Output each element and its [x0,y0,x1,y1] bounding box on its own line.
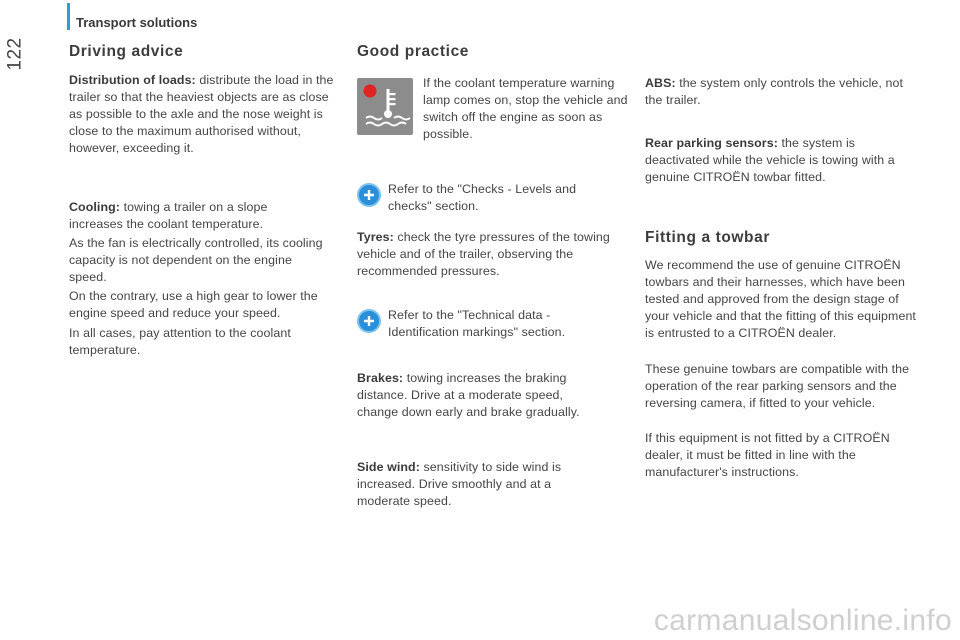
watermark: carmanualsonline.info [653,604,952,637]
cooling-text: towing a trailer on a slope increases the coolant temperature. [69,200,268,231]
distribution-term: Distribution of loads: [69,73,196,87]
attention-paragraph: In all cases, pay attention to the coolant temperature. [69,326,291,357]
parking-text: the system is deactivated while the vehicle is towing with a genuine CITROËN towbar fitted. [645,136,895,184]
page-number [0,28,32,80]
fan-paragraph: As the fan is electrically controlled, its cooling capacity is not dependent on the engine speed. [69,236,323,284]
abs-term: ABS: [645,76,676,90]
section-title: Transport solutions [76,15,198,30]
fitting-towbar-heading: Fitting a towbar [645,229,770,246]
sidewind-term: Side wind: [357,460,420,474]
coolant-temperature-warning-icon [357,78,413,135]
recommend-paragraph: We recommend the use of genuine CITROËN towbars and their harnesses, which have been tested and approved from the design stage of your vehicle and that the fitting of this equipment is entrusted to a CITROËN dealer. [645,258,916,340]
info-plus-icon [357,309,381,333]
section-accent-bar [67,3,70,30]
parking-term: Rear parking sensors: [645,136,778,150]
page-number-text: 122 [5,37,27,71]
cooling-term: Cooling: [69,200,121,214]
brakes-paragraph [357,370,607,421]
brakes-text: towing increases the braking distance. Drive at a moderate speed, change down early and brake gradually. [357,371,580,419]
sidewind-text: sensitivity to side wind is increased. Drive smoothly and at a moderate speed. [357,460,562,508]
info-plus-icon [357,183,381,207]
gear-paragraph: On the contrary, use a high gear to lower the engine speed and reduce your speed. [69,289,318,320]
abs-text: the system only controls the vehicle, not the trailer. [645,76,904,107]
good-practice-heading: Good practice [357,43,470,60]
tyres-term: Tyres: [357,230,394,244]
coolant-warning-paragraph: If the coolant temperature warning lamp comes on, stop the vehicle and switch off the engine as soon as possible. [423,76,628,141]
abs-paragraph [645,75,913,109]
tyres-text: check the tyre pressures of the towing vehicle and of the trailer, observing the recommended pressures. [357,230,610,278]
distribution-text: distribute the load in the trailer so that the heaviest objects are as close as possible to the axle and the nose weight is close to the maximum authorised without, however, exceeding it. [69,73,334,155]
distribution-of-loads-paragraph [69,72,341,157]
tyres-paragraph [357,229,625,280]
compatible-paragraph: These genuine towbars are compatible with the operation of the rear parking sensors and the reversing camera, if fitted to your vehicle. [645,362,910,410]
not-fitted-paragraph: If this equipment is not fitted by a CITROËN dealer, it must be fitted in line with the manufacturer's instructions. [645,431,890,479]
side-wind-paragraph [357,459,589,510]
refer-checks-paragraph: Refer to the "Checks - Levels and checks" section. [388,182,577,213]
driving-advice-heading: Driving advice [69,43,184,60]
rear-parking-sensors-paragraph [645,135,923,186]
refer-technical-paragraph: Refer to the "Technical data - Identification markings" section. [388,308,566,339]
cooling-paragraph [69,199,309,233]
brakes-term: Brakes: [357,371,404,385]
